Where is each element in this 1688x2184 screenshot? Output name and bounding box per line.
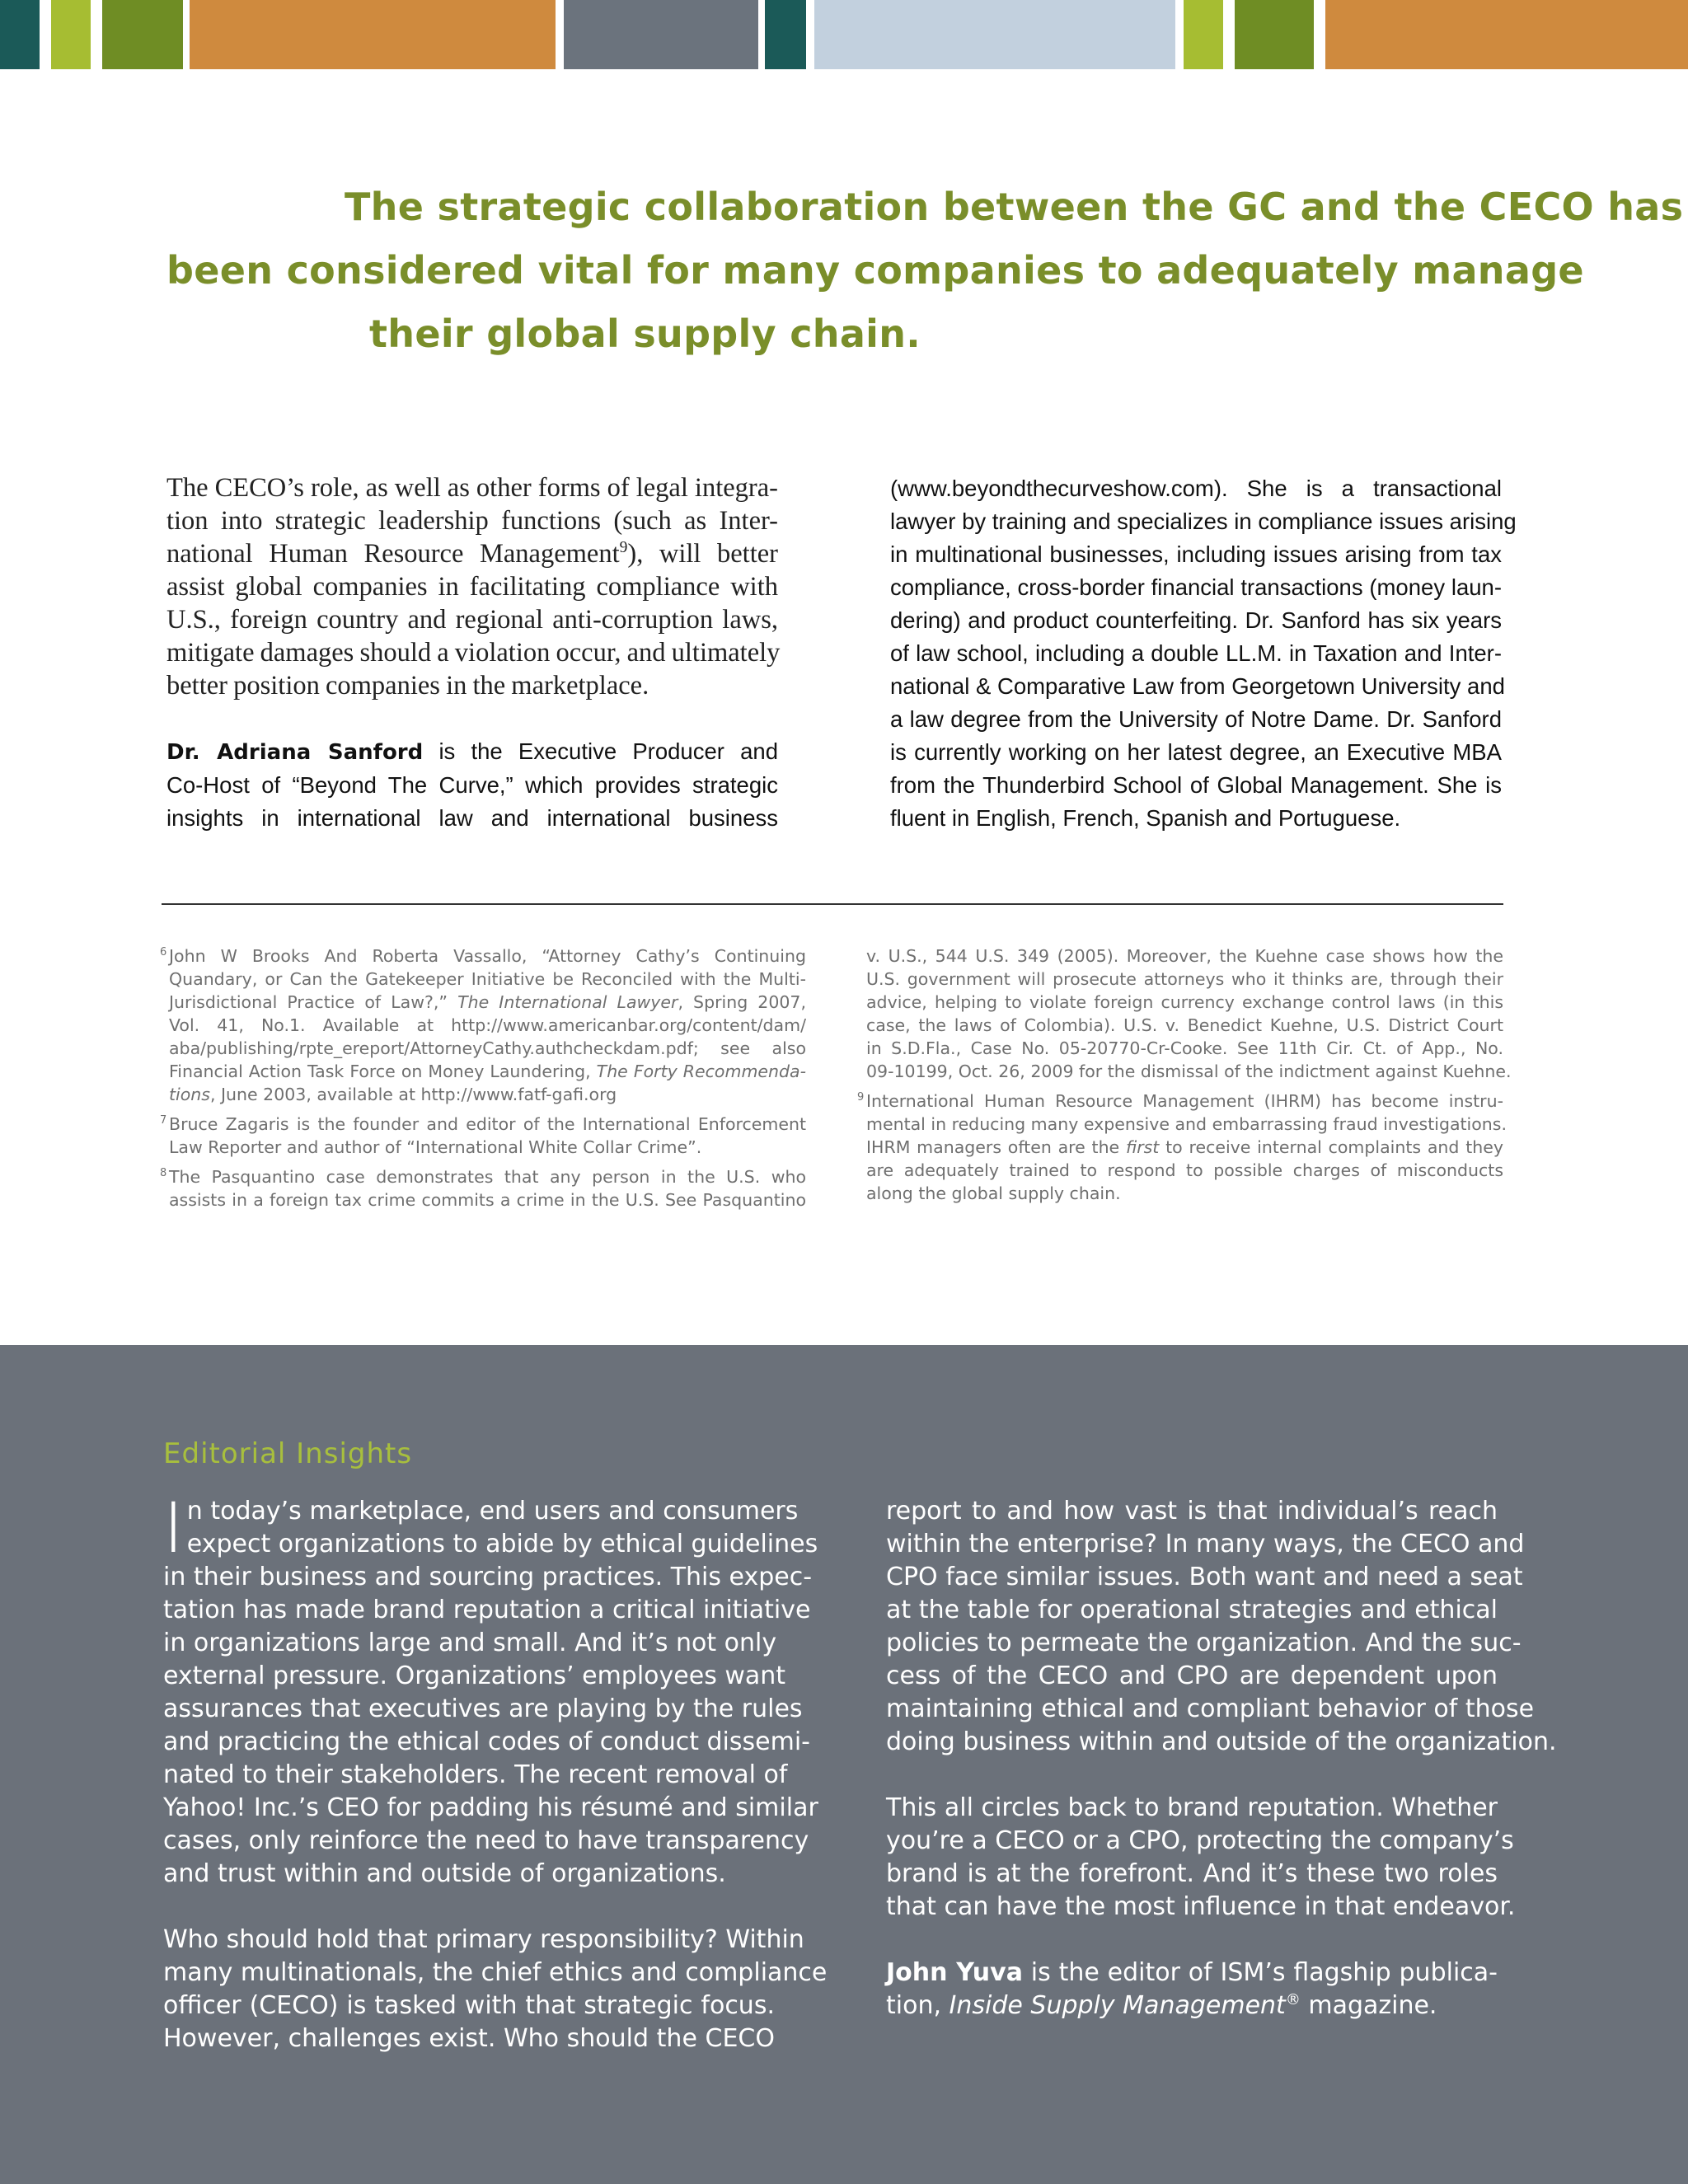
text-line: compliance, cross-border financial transactions (money laun- — [890, 574, 1502, 600]
text-line: U.S., foreign country and regional anti-corruption laws, — [166, 605, 778, 635]
citation-title: The Forty Recommenda- — [596, 1062, 806, 1081]
editorial-right-column — [886, 1495, 1557, 2022]
text-line: U.S. government will prosecute attorneys who it thinks are, through their — [866, 969, 1503, 989]
article-left-column — [166, 471, 781, 835]
text-line: mental in reducing many expensive and embarrassing fraud investigations. — [866, 1114, 1507, 1134]
strip-segment — [190, 0, 556, 69]
text-line — [169, 1060, 806, 1083]
strip-segment — [564, 0, 758, 69]
text-line — [166, 537, 778, 570]
pull-quote-line: their global supply chain. — [369, 312, 921, 356]
strip-segment — [765, 0, 806, 69]
strip-segment — [51, 0, 91, 69]
text-line: in organizations large and small. And it’s not only — [163, 1629, 777, 1657]
publication-title: Inside Supply Management — [949, 1991, 1286, 2020]
text-line: you’re a CECO or a CPO, protecting the company’s — [886, 1826, 1514, 1855]
emphasis: first — [1125, 1137, 1160, 1157]
text-span: national Human Resource Management — [166, 539, 620, 569]
text-line: Bruce Zagaris is the founder and editor of the International Enforcement — [169, 1114, 806, 1134]
text-line: v. U.S., 544 U.S. 349 (2005). Moreover, the Kuehne case shows how the — [866, 946, 1503, 966]
text-span: Financial Action Task Force on Money Laundering, — [169, 1062, 597, 1081]
text-line: Vol. 41, No.1. Available at http://www.americanbar.org/content/dam/ — [169, 1015, 806, 1035]
text-line: in S.D.Fla., Case No. 05-20770-Cr-Cooke. See 11th Cir. Ct. of App., No. — [866, 1038, 1503, 1058]
footnote-divider — [162, 903, 1503, 905]
text-line: International Human Resource Management (IHRM) has become instru- — [866, 1091, 1503, 1111]
color-strip — [0, 0, 1688, 69]
footnote-number: 6 — [160, 946, 167, 958]
text-line: of law school, including a double LL.M. in Taxation and Inter- — [890, 640, 1502, 666]
text-line: (www.beyondthecurveshow.com). She is a transactional — [890, 476, 1502, 501]
citation-title: tions — [169, 1085, 210, 1104]
text-line: cases, only reinforce the need to have transparency — [163, 1826, 809, 1855]
text-line: in their business and sourcing practices. This expec- — [163, 1563, 813, 1591]
text-line: that can have the most influence in that endeavor. — [886, 1892, 1516, 1921]
pull-quote — [165, 176, 1684, 366]
text-line: tion into strategic leadership functions (such as Inter- — [166, 506, 778, 536]
text-line: many multinationals, the chief ethics and compliance — [163, 1958, 828, 1987]
text-span: is the editor of ISM’s flagship publica- — [1022, 1958, 1498, 1987]
text-line: dering) and product counterfeiting. Dr. Sanford has six years — [890, 607, 1502, 633]
text-line: The Pasquantino case demonstrates that any person in the U.S. who — [169, 1167, 806, 1187]
footnotes-left — [160, 944, 806, 1218]
text-line: assist global companies in facilitating compliance with — [166, 572, 778, 602]
footnote-8-continued — [857, 944, 1512, 1083]
text-line — [886, 1990, 1498, 2022]
citation-title: The International Lawyer — [457, 992, 678, 1012]
text-line: at the table for operational strategies and ethical — [886, 1596, 1498, 1624]
text-line: lawyer by training and specializes in compliance issues arising — [890, 509, 1517, 534]
text-line: John W Brooks And Roberta Vassallo, “Attorney Cathy’s Continuing — [169, 946, 806, 966]
text-line: tation has made brand reputation a critical initiative — [163, 1596, 811, 1624]
text-line: Quandary, or Can the Gatekeeper Initiative be Reconciled with the Multi- — [169, 969, 806, 989]
text-line: n today’s marketplace, end users and consumers — [186, 1497, 799, 1526]
text-line: in multinational businesses, including issues arising from tax — [890, 541, 1502, 567]
pull-quote-line: The strategic collaboration between the GC and the CECO has — [345, 185, 1684, 229]
text-line: cess of the CECO and CPO are dependent upon — [886, 1661, 1498, 1690]
text-line: better position companies in the marketplace. — [166, 671, 649, 701]
text-line: is currently working on her latest degree, an Executive MBA — [890, 739, 1502, 765]
text-span: tion, — [886, 1991, 950, 2020]
text-line: aba/publishing/rpte_ereport/AttorneyCathy.authcheckdam.pdf; see also — [169, 1038, 806, 1058]
text-line: and trust within and outside of organizations. — [163, 1859, 726, 1888]
text-span: , Spring 2007, — [678, 992, 806, 1012]
text-line: advice, helping to violate foreign currency exchange control laws (in this — [866, 992, 1503, 1012]
author-name: John Yuva — [886, 1958, 1023, 1987]
text-span: IHRM managers often are the — [866, 1137, 1126, 1157]
article-paragraph — [166, 471, 781, 702]
text-line: national & Comparative Law from Georgetown University and — [890, 673, 1505, 699]
text-span: to receive internal complaints and they — [1159, 1137, 1503, 1157]
text-line: case, the laws of Colombia). U.S. v. Benedict Kuehne, U.S. District Court — [866, 1015, 1503, 1035]
text-line — [166, 735, 778, 769]
text-line: Who should hold that primary responsibility? Within — [163, 1925, 804, 1954]
text-line: brand is at the forefront. And it’s these two roles — [886, 1859, 1498, 1888]
strip-segment — [0, 0, 40, 69]
text-line: officer (CECO) is tasked with that strategic focus. — [163, 1991, 775, 2020]
footnote-ref: 9 — [619, 539, 628, 557]
text-line: CPO face similar issues. Both want and need a seat — [886, 1563, 1523, 1591]
text-line: and practicing the ethical codes of conduct dissemi- — [163, 1727, 810, 1756]
text-span: Jurisdictional Practice of Law?,” — [169, 992, 458, 1012]
footnote-6 — [160, 944, 806, 1106]
editorial-left-column — [163, 1488, 828, 2055]
footnote-number: 8 — [160, 1167, 167, 1179]
footnote-8 — [160, 1165, 806, 1212]
strip-segment — [102, 0, 183, 69]
text-line: 09-10199, Oct. 26, 2009 for the dismissal of the indictment against Kuehne. — [866, 1062, 1512, 1081]
text-line: policies to permeate the organization. And the suc- — [886, 1629, 1522, 1657]
text-span: is the Executive Producer and — [423, 738, 779, 764]
text-line: fluent in English, French, Spanish and Portuguese. — [890, 805, 1401, 831]
registered-mark: ® — [1285, 1991, 1301, 2008]
footnote-7 — [160, 1113, 806, 1159]
text-line — [169, 1083, 806, 1106]
text-line: nated to their stakeholders. The recent removal of — [163, 1760, 788, 1789]
text-line: are adequately trained to respond to possible charges of misconducts — [866, 1160, 1503, 1180]
text-line — [866, 1136, 1503, 1159]
article-right-column — [890, 472, 1517, 835]
text-line: within the enterprise? In many ways, the CECO and — [886, 1530, 1525, 1558]
text-span: magazine. — [1300, 1991, 1437, 2020]
strip-segment — [1184, 0, 1223, 69]
footnotes-right — [857, 944, 1512, 1212]
strip-segment — [1325, 0, 1688, 69]
drop-cap: I — [163, 1488, 184, 1568]
footnote-number: 7 — [160, 1114, 167, 1127]
strip-segment — [814, 0, 1175, 69]
editorial-title: Editorial Insights — [163, 1437, 413, 1470]
text-line: a law degree from the University of Notre Dame. Dr. Sanford — [890, 706, 1502, 732]
pull-quote-line: been considered vital for many companies to adequately manage — [166, 248, 1584, 293]
text-line: external pressure. Organizations’ employees want — [163, 1661, 786, 1690]
text-line: from the Thunderbird School of Global Management. She is — [890, 772, 1502, 798]
strip-segment — [1235, 0, 1314, 69]
author-bio — [166, 735, 778, 835]
text-line — [169, 991, 806, 1014]
text-span: ), will better — [627, 539, 778, 569]
text-line: maintaining ethical and compliant behavior of those — [886, 1694, 1535, 1723]
text-line: insights in international law and international business — [166, 805, 778, 831]
text-line: Co-Host of “Beyond The Curve,” which provides strategic — [166, 772, 778, 798]
text-line: However, challenges exist. Who should the CECO — [163, 2024, 775, 2053]
text-line: mitigate damages should a violation occur, and ultimately — [166, 638, 781, 668]
author-name: Dr. Adriana Sanford — [166, 740, 424, 765]
text-line: Yahoo! Inc.’s CEO for padding his résumé and similar — [163, 1793, 818, 1822]
text-line: assurances that executives are playing by the rules — [163, 1694, 803, 1723]
text-line: along the global supply chain. — [866, 1183, 1121, 1203]
text-line — [886, 1957, 1498, 1990]
text-line: Law Reporter and author of “International White Collar Crime”. — [169, 1137, 702, 1157]
text-line: report to and how vast is that individual’s reach — [886, 1497, 1498, 1526]
text-line: This all circles back to brand reputation. Whether — [886, 1793, 1498, 1822]
text-line: expect organizations to abide by ethical guidelines — [186, 1530, 818, 1558]
text-line: The CECO’s role, as well as other forms of legal integra- — [166, 473, 778, 503]
text-span: , June 2003, available at http://www.fatf-gafi.org — [209, 1085, 617, 1104]
text-line: doing business within and outside of the organization. — [886, 1727, 1557, 1756]
footnote-9 — [857, 1090, 1507, 1205]
text-line: assists in a foreign tax crime commits a crime in the U.S. See Pasquantino — [169, 1190, 806, 1210]
footnote-number: 9 — [857, 1091, 865, 1104]
